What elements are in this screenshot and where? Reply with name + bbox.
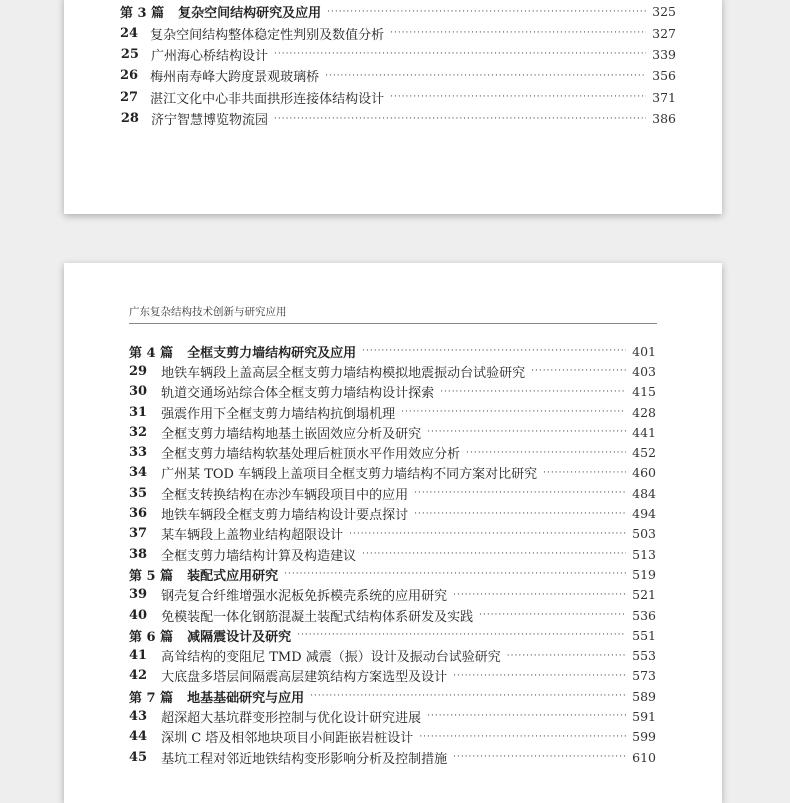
toc-chapter-entry[interactable] xyxy=(64,585,722,605)
toc-chapter-entry[interactable] xyxy=(64,87,722,108)
chapter-number: 32 xyxy=(129,424,148,440)
page-number: 589 xyxy=(632,688,656,704)
page-number: 551 xyxy=(632,627,656,643)
toc-chapter-entry[interactable] xyxy=(64,666,722,686)
page-number: 519 xyxy=(632,566,656,582)
page-number: 325 xyxy=(652,4,676,20)
chapter-title: 某车辆段上盖物业结构超限设计 xyxy=(161,528,344,544)
chapter-title: 广州海心桥结构设计 xyxy=(150,48,268,64)
page-number: 553 xyxy=(632,648,656,664)
chapter-number: 43 xyxy=(129,708,148,724)
toc-chapter-entry[interactable] xyxy=(64,747,722,767)
chapter-number: 30 xyxy=(129,384,148,400)
dot-leader xyxy=(543,468,626,478)
page-number: 536 xyxy=(632,607,656,623)
chapter-number: 36 xyxy=(129,506,148,522)
page-number: 521 xyxy=(632,587,656,603)
toc-page-lower xyxy=(64,263,722,803)
dot-leader xyxy=(414,509,626,519)
chapter-number: 27 xyxy=(120,89,139,105)
chapter-number: 25 xyxy=(120,46,139,62)
dot-leader xyxy=(390,28,646,38)
chapter-title: 济宁智慧博览物流园 xyxy=(150,113,268,129)
chapter-number: 42 xyxy=(129,668,148,684)
toc-part-entry[interactable] xyxy=(64,341,722,361)
page-number: 610 xyxy=(632,749,656,765)
chapter-number: 31 xyxy=(129,404,148,420)
page-number: 403 xyxy=(632,363,656,379)
page-number: 428 xyxy=(632,404,656,420)
toc-chapter-entry[interactable] xyxy=(64,645,722,665)
page-number: 599 xyxy=(632,729,656,745)
dot-leader xyxy=(349,529,626,539)
chapter-number: 34 xyxy=(129,465,148,481)
part-title: 装配式应用研究 xyxy=(187,568,279,584)
dot-leader xyxy=(284,569,626,579)
chapter-title: 钢壳复合纤维增强水泥板免拆模壳系统的应用研究 xyxy=(161,589,448,605)
chapter-title: 地铁车辆段上盖高层全框支剪力墙结构模拟地震振动台试验研究 xyxy=(161,365,526,381)
toc-chapter-entry[interactable] xyxy=(64,402,722,422)
page-number: 513 xyxy=(632,546,656,562)
page-number: 386 xyxy=(652,111,676,127)
toc-chapter-entry[interactable] xyxy=(64,605,722,625)
part-title: 地基基础研究与应用 xyxy=(187,690,305,706)
page-number: 415 xyxy=(632,384,656,400)
dot-leader xyxy=(274,114,646,124)
chapter-number: 39 xyxy=(129,587,148,603)
dot-leader xyxy=(427,711,626,721)
chapter-number: 35 xyxy=(129,485,148,501)
chapter-title: 广州某 TOD 车辆段上盖项目全框支剪力墙结构不同方案对比研究 xyxy=(161,467,538,483)
toc-chapter-entry[interactable] xyxy=(64,544,722,564)
dot-leader xyxy=(440,387,626,397)
chapter-title: 高耸结构的变阻尼 TMD 减震（振）设计及振动台试验研究 xyxy=(161,650,501,666)
chapter-title: 全框支剪力墙结构地基土嵌固效应分析及研究 xyxy=(161,426,422,442)
chapter-number: 45 xyxy=(129,749,148,765)
toc-list xyxy=(64,1,722,129)
page-number: 441 xyxy=(632,424,656,440)
page-number: 503 xyxy=(632,526,656,542)
toc-chapter-entry[interactable] xyxy=(64,108,722,129)
toc-chapter-entry[interactable] xyxy=(64,463,722,483)
page-number: 460 xyxy=(632,465,656,481)
dot-leader xyxy=(453,590,626,600)
toc-chapter-entry[interactable] xyxy=(64,382,722,402)
part-number: 第 4 篇 xyxy=(129,345,174,361)
chapter-number: 26 xyxy=(120,68,139,84)
part-number: 第 3 篇 xyxy=(120,6,165,22)
dot-leader xyxy=(310,691,626,701)
part-title: 复杂空间结构研究及应用 xyxy=(178,6,322,22)
dot-leader xyxy=(414,488,626,498)
chapter-number: 40 xyxy=(129,607,148,623)
chapter-title: 超深超大基坑群变形控制与优化设计研究进展 xyxy=(161,710,422,726)
toc-part-entry[interactable] xyxy=(64,686,722,706)
part-title: 全框支剪力墙结构研究及应用 xyxy=(187,345,357,361)
dot-leader xyxy=(362,549,626,559)
part-number: 第 7 篇 xyxy=(129,690,174,706)
chapter-title: 免模装配一体化钢筋混凝土装配式结构体系研发及实践 xyxy=(161,609,474,625)
chapter-title: 全框支剪力墙结构计算及构造建议 xyxy=(161,548,357,564)
toc-part-entry[interactable] xyxy=(64,625,722,645)
part-number: 第 5 篇 xyxy=(129,568,174,584)
page-number: 452 xyxy=(632,445,656,461)
dot-leader xyxy=(401,407,626,417)
toc-chapter-entry[interactable] xyxy=(64,422,722,442)
chapter-number: 44 xyxy=(129,729,148,745)
toc-list xyxy=(64,341,722,767)
toc-chapter-entry[interactable] xyxy=(64,44,722,65)
page-number: 494 xyxy=(632,506,656,522)
page-number: 356 xyxy=(652,68,676,84)
dot-leader xyxy=(427,427,626,437)
toc-chapter-entry[interactable] xyxy=(64,442,722,462)
chapter-number: 38 xyxy=(129,546,148,562)
part-number: 第 6 篇 xyxy=(129,629,174,645)
dot-leader xyxy=(297,630,626,640)
page-number: 573 xyxy=(632,668,656,684)
dot-leader xyxy=(531,366,626,376)
dot-leader xyxy=(507,651,626,661)
toc-chapter-entry[interactable] xyxy=(64,524,722,544)
chapter-title: 大底盘多塔层间隔震高层建筑结构方案选型及设计 xyxy=(161,670,448,686)
toc-part-entry[interactable] xyxy=(64,1,722,22)
dot-leader xyxy=(453,671,626,681)
chapter-title: 地铁车辆段全框支剪力墙结构设计要点探讨 xyxy=(161,508,409,524)
chapter-title: 梅州南寿峰大跨度景观玻璃桥 xyxy=(150,70,320,86)
dot-leader xyxy=(327,7,646,17)
chapter-number: 33 xyxy=(129,445,148,461)
running-header: 广东复杂结构技术创新与研究应用 xyxy=(129,304,657,324)
dot-leader xyxy=(325,71,646,81)
chapter-title: 湛江文化中心非共面拱形连接体结构设计 xyxy=(150,91,385,107)
chapter-number: 24 xyxy=(120,25,139,41)
dot-leader xyxy=(274,49,646,59)
chapter-number: 29 xyxy=(129,363,148,379)
page-number: 371 xyxy=(652,89,676,105)
toc-page-upper xyxy=(64,0,722,214)
toc-chapter-entry[interactable] xyxy=(64,361,722,381)
chapter-title: 强震作用下全框支剪力墙结构抗倒塌机理 xyxy=(161,406,396,422)
dot-leader xyxy=(390,92,646,102)
chapter-title: 全框支转换结构在赤沙车辆段项目中的应用 xyxy=(161,487,409,503)
page-number: 401 xyxy=(632,343,656,359)
dot-leader xyxy=(419,732,626,742)
part-title: 减隔震设计及研究 xyxy=(187,629,292,645)
dot-leader xyxy=(479,610,626,620)
chapter-title: 复杂空间结构整体稳定性判别及数值分析 xyxy=(150,27,385,43)
chapter-number: 37 xyxy=(129,526,148,542)
dot-leader xyxy=(362,346,626,356)
toc-chapter-entry[interactable] xyxy=(64,503,722,523)
toc-chapter-entry[interactable] xyxy=(64,727,722,747)
page-number: 484 xyxy=(632,485,656,501)
chapter-number: 41 xyxy=(129,648,148,664)
dot-leader xyxy=(466,448,626,458)
chapter-number: 28 xyxy=(120,111,139,127)
toc-chapter-entry[interactable] xyxy=(64,706,722,726)
page-number: 327 xyxy=(652,25,676,41)
chapter-title: 轨道交通场站综合体全框支剪力墙结构设计探索 xyxy=(161,386,435,402)
page-number: 339 xyxy=(652,46,676,62)
chapter-title: 深圳 C 塔及相邻地块项目小间距嵌岩桩设计 xyxy=(161,731,414,747)
toc-part-entry[interactable] xyxy=(64,564,722,584)
chapter-title: 全框支剪力墙结构软基处理后桩顶水平作用效应分析 xyxy=(161,447,461,463)
page-number: 591 xyxy=(632,708,656,724)
dot-leader xyxy=(453,752,626,762)
toc-chapter-entry[interactable] xyxy=(64,483,722,503)
toc-chapter-entry[interactable] xyxy=(64,22,722,43)
toc-chapter-entry[interactable] xyxy=(64,65,722,86)
chapter-title: 基坑工程对邻近地铁结构变形影响分析及控制措施 xyxy=(161,751,448,767)
